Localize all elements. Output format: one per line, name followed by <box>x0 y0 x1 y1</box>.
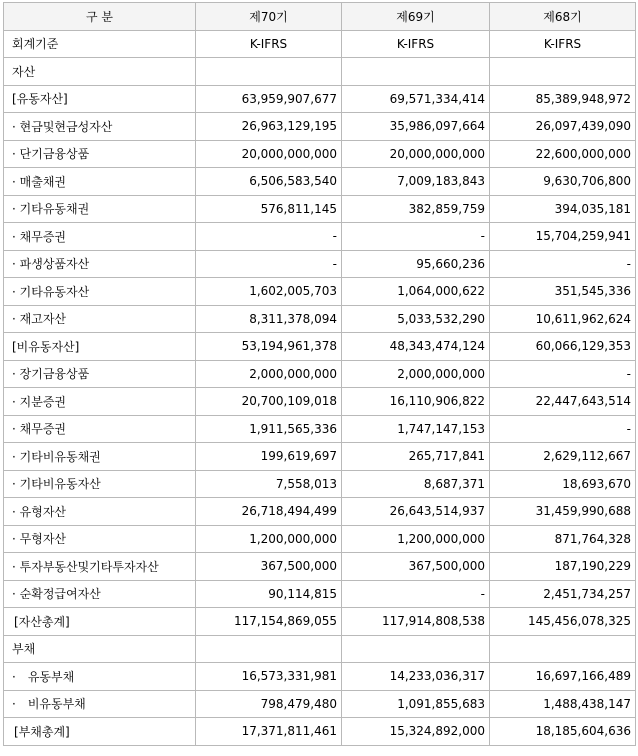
row-value-1 <box>342 635 490 663</box>
row-value-0: - <box>196 250 342 278</box>
table-row <box>4 525 636 553</box>
header-category: 구 분 <box>4 3 196 31</box>
table-row <box>4 30 636 58</box>
row-label: · 단기금융상품 <box>4 140 196 168</box>
row-value-2: 22,600,000,000 <box>490 140 636 168</box>
row-label: · 유동부채 <box>4 663 196 691</box>
table-row <box>4 305 636 333</box>
header-period-70: 제70기 <box>196 3 342 31</box>
row-value-0: 7,558,013 <box>196 470 342 498</box>
table-row <box>4 250 636 278</box>
table-row <box>4 360 636 388</box>
row-value-1: 265,717,841 <box>342 443 490 471</box>
table-row <box>4 580 636 608</box>
row-label: · 채무증권 <box>4 415 196 443</box>
row-value-0: 576,811,145 <box>196 195 342 223</box>
row-value-0: 6,506,583,540 <box>196 168 342 196</box>
table-row <box>4 608 636 636</box>
row-label: [비유동자산] <box>4 333 196 361</box>
header-period-68: 제68기 <box>490 3 636 31</box>
row-label: · 지분증권 <box>4 388 196 416</box>
row-value-2: 351,545,336 <box>490 278 636 306</box>
row-value-0 <box>196 635 342 663</box>
row-label: [유동자산] <box>4 85 196 113</box>
row-value-0: 16,573,331,981 <box>196 663 342 691</box>
row-value-2: 2,629,112,667 <box>490 443 636 471</box>
row-value-1: 20,000,000,000 <box>342 140 490 168</box>
table-row <box>4 85 636 113</box>
row-value-2: 1,488,438,147 <box>490 690 636 718</box>
row-value-0: 26,963,129,195 <box>196 113 342 141</box>
row-value-1: 95,660,236 <box>342 250 490 278</box>
row-value-1: 35,986,097,664 <box>342 113 490 141</box>
row-value-2: - <box>490 415 636 443</box>
row-value-2: 145,456,078,325 <box>490 608 636 636</box>
row-value-2: 10,611,962,624 <box>490 305 636 333</box>
table-row <box>4 58 636 86</box>
row-value-2: 9,630,706,800 <box>490 168 636 196</box>
table-row <box>4 470 636 498</box>
row-value-1: 7,009,183,843 <box>342 168 490 196</box>
table-row <box>4 690 636 718</box>
row-value-1: 1,200,000,000 <box>342 525 490 553</box>
table-row <box>4 388 636 416</box>
row-value-2: 18,693,670 <box>490 470 636 498</box>
row-value-1: 69,571,334,414 <box>342 85 490 113</box>
table-row <box>4 168 636 196</box>
row-value-0: 63,959,907,677 <box>196 85 342 113</box>
row-value-2: 394,035,181 <box>490 195 636 223</box>
row-label: · 순확정급여자산 <box>4 580 196 608</box>
row-value-2: 26,097,439,090 <box>490 113 636 141</box>
table-row <box>4 635 636 663</box>
row-value-1: 1,064,000,622 <box>342 278 490 306</box>
row-value-0: 2,000,000,000 <box>196 360 342 388</box>
row-value-0: 1,602,005,703 <box>196 278 342 306</box>
row-value-1: 15,324,892,000 <box>342 718 490 746</box>
row-value-0: 199,619,697 <box>196 443 342 471</box>
row-value-2: K-IFRS <box>490 30 636 58</box>
row-value-1: K-IFRS <box>342 30 490 58</box>
row-value-2: 60,066,129,353 <box>490 333 636 361</box>
table-row <box>4 498 636 526</box>
row-value-2: 187,190,229 <box>490 553 636 581</box>
row-label: · 기타유동채권 <box>4 195 196 223</box>
row-value-2: 31,459,990,688 <box>490 498 636 526</box>
table-row <box>4 663 636 691</box>
row-value-1: 1,091,855,683 <box>342 690 490 718</box>
table-row <box>4 718 636 746</box>
row-value-2: - <box>490 250 636 278</box>
row-value-2: 871,764,328 <box>490 525 636 553</box>
row-label: · 기타비유동채권 <box>4 443 196 471</box>
row-value-2: 16,697,166,489 <box>490 663 636 691</box>
header-period-69: 제69기 <box>342 3 490 31</box>
row-value-1: 8,687,371 <box>342 470 490 498</box>
row-label: · 장기금융상품 <box>4 360 196 388</box>
row-label: · 비유동부채 <box>4 690 196 718</box>
row-value-0 <box>196 58 342 86</box>
row-label: 회계기준 <box>4 30 196 58</box>
row-label: · 재고자산 <box>4 305 196 333</box>
row-value-0: 17,371,811,461 <box>196 718 342 746</box>
table-row <box>4 278 636 306</box>
row-value-1: 1,747,147,153 <box>342 415 490 443</box>
table-row <box>4 113 636 141</box>
row-value-1: 16,110,906,822 <box>342 388 490 416</box>
row-value-1 <box>342 58 490 86</box>
row-label: 자산 <box>4 58 196 86</box>
row-value-1: 5,033,532,290 <box>342 305 490 333</box>
row-value-0: - <box>196 223 342 251</box>
financial-statement-table <box>3 2 636 746</box>
row-value-1: - <box>342 223 490 251</box>
row-label: · 파생상품자산 <box>4 250 196 278</box>
row-value-0: K-IFRS <box>196 30 342 58</box>
table-row <box>4 195 636 223</box>
row-label: · 기타비유동자산 <box>4 470 196 498</box>
row-value-0: 53,194,961,378 <box>196 333 342 361</box>
row-value-0: 26,718,494,499 <box>196 498 342 526</box>
row-value-0: 8,311,378,094 <box>196 305 342 333</box>
row-label: · 무형자산 <box>4 525 196 553</box>
row-value-0: 20,700,109,018 <box>196 388 342 416</box>
row-value-0: 798,479,480 <box>196 690 342 718</box>
row-value-1: 48,343,474,124 <box>342 333 490 361</box>
row-value-2: 2,451,734,257 <box>490 580 636 608</box>
row-value-0: 117,154,869,055 <box>196 608 342 636</box>
row-value-2: 15,704,259,941 <box>490 223 636 251</box>
row-label: · 매출채권 <box>4 168 196 196</box>
row-value-2: 18,185,604,636 <box>490 718 636 746</box>
row-value-0: 367,500,000 <box>196 553 342 581</box>
row-value-2 <box>490 635 636 663</box>
table-row <box>4 333 636 361</box>
table-row <box>4 223 636 251</box>
row-value-1: 382,859,759 <box>342 195 490 223</box>
row-value-2: 85,389,948,972 <box>490 85 636 113</box>
row-value-2: - <box>490 360 636 388</box>
row-label: [자산총계] <box>4 608 196 636</box>
table-row <box>4 553 636 581</box>
row-value-0: 90,114,815 <box>196 580 342 608</box>
row-value-0: 20,000,000,000 <box>196 140 342 168</box>
row-label: [부채총계] <box>4 718 196 746</box>
row-value-1: 26,643,514,937 <box>342 498 490 526</box>
table-header-row <box>4 3 636 31</box>
table-row <box>4 443 636 471</box>
table-row <box>4 140 636 168</box>
row-value-2: 22,447,643,514 <box>490 388 636 416</box>
row-value-0: 1,200,000,000 <box>196 525 342 553</box>
table-body <box>4 30 636 745</box>
row-value-1: 14,233,036,317 <box>342 663 490 691</box>
row-label: · 기타유동자산 <box>4 278 196 306</box>
row-label: 부채 <box>4 635 196 663</box>
row-value-1: 2,000,000,000 <box>342 360 490 388</box>
row-label: · 채무증권 <box>4 223 196 251</box>
table-row <box>4 415 636 443</box>
row-value-1: 117,914,808,538 <box>342 608 490 636</box>
row-value-1: - <box>342 580 490 608</box>
row-label: · 현금및현금성자산 <box>4 113 196 141</box>
row-value-2 <box>490 58 636 86</box>
row-value-1: 367,500,000 <box>342 553 490 581</box>
row-label: · 유형자산 <box>4 498 196 526</box>
row-label: · 투자부동산및기타투자자산 <box>4 553 196 581</box>
row-value-0: 1,911,565,336 <box>196 415 342 443</box>
